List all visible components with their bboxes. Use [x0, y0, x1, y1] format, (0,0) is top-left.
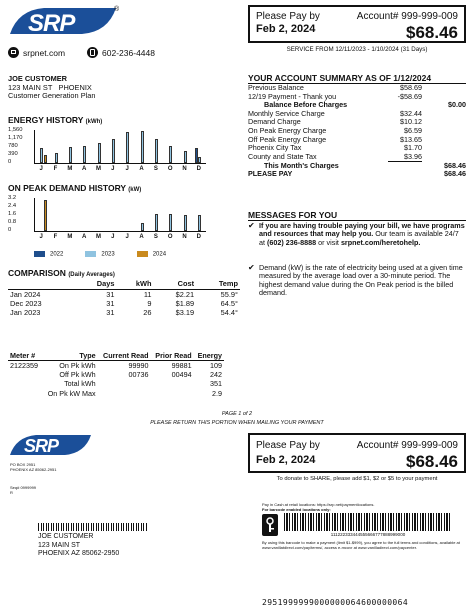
customer-name: JOE CUSTOMER	[8, 74, 67, 83]
energy-bar	[198, 157, 201, 163]
table-row: On Pk kW Max 2.9	[47, 388, 222, 398]
demand-history-title: ON PEAK DEMAND HISTORY (kW)	[8, 183, 142, 193]
comparison-table: Days kWh Cost Temp Jan 2024 31 11 $2.21 55.9° Dec 2023 31 9 $1.89 64.5° Jan 2023 31 26 $3.19 54.4°	[10, 279, 238, 317]
demand-month-label: N	[182, 234, 187, 240]
table-row: Demand Charge $10.12	[248, 117, 422, 127]
page-info: PAGE 1 of 2	[221, 411, 253, 417]
demand-month-label: J	[125, 234, 129, 240]
table-row: Dec 2023 31 9 $1.89 64.5°	[10, 299, 238, 308]
pay-by-label: Please Pay by	[256, 11, 320, 22]
table-row: Total kWh 351	[64, 379, 222, 389]
energy-month-label: A	[139, 166, 144, 172]
website-link[interactable]: srpnet.com	[23, 47, 66, 58]
amount-due-stub: $68.46	[406, 452, 458, 471]
demand-history-chart	[8, 194, 240, 244]
table-row: This Month's Charges $68.46	[264, 160, 466, 170]
mail-barcode	[38, 523, 148, 531]
table-row: Jan 2023 31 26 $3.19 54.4°	[10, 308, 238, 317]
demand-month-label: M	[67, 234, 73, 240]
energy-x-axis	[34, 166, 206, 174]
demand-month-label: A	[139, 234, 144, 240]
demand-month-label: J	[39, 234, 43, 240]
website-row	[8, 47, 155, 58]
legend-2024: 2024	[137, 251, 166, 258]
demand-bar	[155, 214, 158, 231]
energy-month-label: S	[153, 166, 158, 172]
legend-2022: 2022	[34, 251, 63, 258]
table-row: 12/19 Payment - Thank you -$58.69	[248, 91, 422, 101]
retail-barcode	[284, 513, 452, 531]
demand-bar	[169, 214, 172, 231]
energy-history-title: ENERGY HISTORY (kWh)	[8, 115, 103, 125]
table-row: Monthly Service Charge $32.44	[248, 108, 422, 118]
account-number-stub: Account# 999-999-009	[356, 440, 458, 451]
registered-mark: ®	[114, 6, 120, 13]
demand-month-label: D	[196, 234, 201, 240]
barcode-terms: By using this barcode to make a payment (limit $1-$999), you agree to the full terms and conditions, available at www.vanillatdirect.com/pay/terms/, access e-mcovr at www.vanilladirect.com/paycenter.	[262, 540, 460, 550]
table-row: Previous Balance $58.69	[248, 83, 422, 92]
customer-block	[8, 75, 96, 101]
demand-month-label: F	[53, 234, 58, 240]
check-icon: ✔	[248, 263, 255, 272]
ocr-scan-line: 2951999999000000064600000064	[262, 598, 409, 607]
donate-note: To donate to SHARE, please add $1, $2 or $5 to your payment	[276, 476, 438, 482]
energy-month-label: O	[167, 166, 173, 172]
demand-month-label: J	[111, 234, 115, 240]
energy-month-label: A	[81, 166, 87, 172]
table-row: 2122359 On Pk kWh 99990 99881 109	[10, 361, 222, 370]
energy-bar	[155, 139, 158, 163]
pay-by-date-stub: Feb 2, 2024	[256, 454, 316, 466]
table-row: PLEASE PAY $68.46	[248, 169, 466, 179]
service-period: SERVICE FROM 12/11/2023 - 1/10/2024 (31 Days)	[286, 46, 428, 53]
energy-plot-area	[34, 130, 206, 164]
demand-month-label: M	[95, 234, 101, 240]
help-link[interactable]: srpnet.com/heretohelp.	[340, 237, 421, 247]
table-row: Balance Before Charges $0.00	[264, 100, 466, 110]
cash-icon	[262, 514, 278, 536]
check-icon: ✔	[248, 221, 255, 230]
demand-month-label: O	[167, 234, 173, 240]
energy-bar	[141, 131, 144, 163]
comparison-title: COMPARISON (Daily Averages)	[8, 268, 115, 278]
energy-bar	[112, 139, 115, 163]
energy-bar	[55, 153, 58, 163]
computer-icon	[8, 47, 19, 58]
demand-bar	[184, 215, 187, 231]
energy-bar	[184, 151, 187, 163]
pay-by-box	[248, 5, 466, 43]
summary-title: YOUR ACCOUNT SUMMARY AS OF 1/12/2024	[248, 73, 432, 83]
phone-number: 602-236-4448	[102, 47, 155, 58]
energy-month-label: J	[111, 166, 115, 172]
cash-pay-info: Pay in Cash at retail locations: https://srp.net/paymentlocations. For barcode enabled locations only:	[262, 502, 375, 512]
account-number: Account# 999-999-009	[356, 11, 458, 22]
table-row: Off Peak Energy Charge $13.65	[248, 134, 422, 144]
energy-month-label: N	[182, 166, 187, 172]
srp-logo-mark	[8, 4, 120, 38]
energy-bar	[98, 143, 101, 163]
demand-x-axis	[34, 234, 206, 242]
energy-history-chart	[8, 126, 240, 176]
table-row: County and State Tax $3.96	[248, 151, 422, 161]
table-row: Phoenix City Tax $1.70	[248, 143, 422, 153]
demand-bar	[141, 223, 144, 232]
mailing-address: JOE CUSTOMER 123 MAIN ST PHOENIX AZ 85062-2950	[38, 533, 120, 557]
table-row: Off Pk kWh 00736 00494 242	[59, 370, 222, 380]
energy-bar	[69, 147, 72, 163]
return-notice: PLEASE RETURN THIS PORTION WHEN MAILING YOUR PAYMENT	[150, 420, 324, 426]
srp-logo	[8, 4, 120, 38]
phone-icon	[87, 47, 98, 58]
energy-y-ticks: 1,560 1,170 780 390 0	[8, 127, 23, 165]
customer-address: 123 MAIN ST PHOENIX	[8, 82, 92, 92]
meter-table: Meter # Type Current Read Prior Read Energy 2122359 On Pk kWh 99990 99881 109 Off Pk kWh 00736 00494 242 Total kWh 351 On Pk kW Max 2.9	[10, 351, 222, 398]
pay-by-label-stub: Please Pay by	[256, 440, 320, 451]
po-box: PO BOX 2951 PHOENIX AZ 85062-2951	[10, 462, 57, 472]
table-row: Jan 2024 31 11 $2.21 55.9°	[10, 290, 238, 299]
demand-bar	[198, 215, 201, 231]
srp-logo-stub	[8, 432, 94, 458]
table-row: On Peak Energy Charge $6.59	[248, 125, 422, 135]
energy-month-label: D	[196, 166, 201, 172]
srp-logo-stub-mark	[8, 432, 94, 458]
customer-plan: Customer Generation Plan	[8, 91, 96, 101]
pay-by-box-stub	[248, 433, 466, 473]
energy-bar	[83, 146, 86, 163]
energy-bar	[44, 155, 47, 163]
message-help: ✔ If you are having trouble paying your bill, we have programs and resources that may help you. Our team is available 24/7 at (602) 236-8888 or visit srpnet.com/heretohelp.	[248, 221, 465, 247]
demand-month-label: S	[153, 234, 158, 240]
energy-month-label: J	[125, 166, 129, 172]
message-demand: ✔ Demand (kW) is the rate of electricity being used at a given time measured by the average load over a 30-minute period. The highest demand value during the On Peak period is the billed demand.	[248, 263, 463, 298]
legend-2023: 2023	[85, 251, 114, 258]
demand-bar	[44, 200, 47, 231]
account-summary-table	[248, 84, 466, 179]
amount-due: $68.46	[406, 23, 458, 42]
energy-month-label: M	[67, 166, 73, 172]
energy-month-label: M	[95, 166, 101, 172]
energy-bar	[169, 146, 172, 163]
demand-y-ticks: 3.2 2.4 1.6 0.8 0	[8, 195, 17, 233]
energy-month-label: J	[39, 166, 43, 172]
energy-bar	[126, 132, 129, 163]
energy-month-label: F	[53, 166, 58, 172]
pay-by-date: Feb 2, 2024	[256, 23, 316, 35]
seq-number: Seq# 0999999 R	[10, 485, 37, 495]
svg-text:SRP: SRP	[28, 10, 75, 37]
messages-title: MESSAGES FOR YOU	[248, 210, 338, 220]
demand-month-label: A	[81, 234, 87, 240]
svg-text:SRP: SRP	[24, 436, 59, 456]
demand-plot-area	[34, 198, 206, 232]
retail-barcode-number: 111222333444555666777888999000	[330, 532, 406, 537]
chart-legend	[34, 251, 166, 258]
